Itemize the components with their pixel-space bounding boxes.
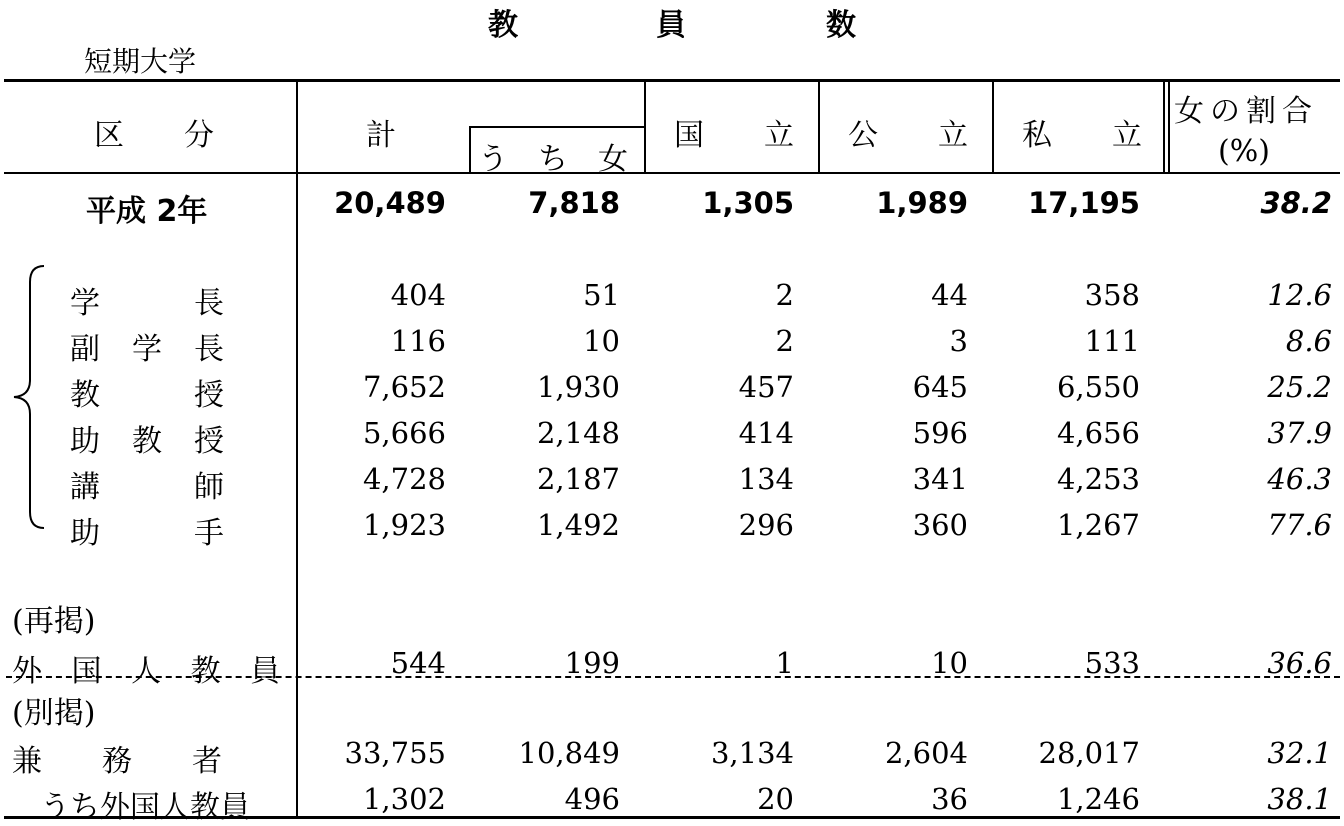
position-row-5-national: 296 bbox=[738, 508, 794, 542]
position-row-5-female: 1,492 bbox=[536, 508, 620, 542]
position-row-1-public: 3 bbox=[949, 324, 968, 358]
subtitle: 短期大学 bbox=[84, 45, 197, 78]
header-female: う ち 女 bbox=[478, 142, 628, 177]
summary-row-total: 20,489 bbox=[334, 186, 446, 220]
summary-row-female: 7,818 bbox=[528, 186, 620, 220]
position-row-3-ratio: 37.9 bbox=[1267, 416, 1332, 450]
position-row-4-private: 4,253 bbox=[1056, 462, 1140, 496]
position-row-1-female: 10 bbox=[583, 324, 620, 358]
brace-icon bbox=[8, 262, 48, 532]
category-column-divider bbox=[296, 80, 298, 818]
concurrent-row-label: 兼 務 者 bbox=[12, 744, 222, 779]
position-row-5-ratio: 77.6 bbox=[1267, 508, 1332, 542]
header-private: 私 立 bbox=[1022, 118, 1142, 153]
header-total: 計 bbox=[366, 118, 396, 153]
table-top-border bbox=[4, 79, 1340, 82]
position-row-5-label: 助 手 bbox=[70, 516, 225, 551]
foreign-row-label: 外 国 人 教 員 bbox=[12, 654, 291, 689]
concurrent-foreign-row-national: 20 bbox=[757, 782, 794, 816]
header-bottom-border bbox=[4, 172, 1340, 174]
concurrent-row-total: 33,755 bbox=[344, 736, 446, 770]
position-row-1-ratio: 8.6 bbox=[1285, 324, 1332, 358]
title-char-3: 数 bbox=[826, 8, 856, 43]
header-ratio-line2: (%) bbox=[1218, 134, 1270, 169]
concurrent-foreign-row-total: 1,302 bbox=[362, 782, 446, 816]
position-row-3-national: 414 bbox=[738, 416, 794, 450]
header-public: 公 立 bbox=[848, 118, 968, 153]
concurrent-row-private: 28,017 bbox=[1038, 736, 1140, 770]
concurrent-row-female: 10,849 bbox=[518, 736, 620, 770]
position-row-3-private: 4,656 bbox=[1056, 416, 1140, 450]
title-char-2: 員 bbox=[656, 8, 686, 43]
header-divider-3 bbox=[992, 80, 994, 173]
position-row-0-total: 404 bbox=[390, 278, 446, 312]
foreign-row-national: 1 bbox=[775, 646, 794, 680]
concurrent-row-national: 3,134 bbox=[710, 736, 794, 770]
position-row-3-label: 助 教 授 bbox=[70, 424, 225, 459]
position-row-4-female: 2,187 bbox=[536, 462, 620, 496]
summary-row-label: 平成 2年 bbox=[86, 194, 208, 229]
summary-row-national: 1,305 bbox=[702, 186, 794, 220]
position-row-2-public: 645 bbox=[912, 370, 968, 404]
concurrent-foreign-row-female: 496 bbox=[564, 782, 620, 816]
position-row-5-total: 1,923 bbox=[362, 508, 446, 542]
position-row-0-national: 2 bbox=[775, 278, 794, 312]
position-row-4-label: 講 師 bbox=[70, 470, 225, 505]
position-row-3-public: 596 bbox=[912, 416, 968, 450]
foreign-row-ratio: 36.6 bbox=[1267, 646, 1332, 680]
position-row-4-public: 341 bbox=[912, 462, 968, 496]
header-divider-2 bbox=[818, 80, 820, 173]
foreign-row-female: 199 bbox=[564, 646, 620, 680]
female-box-left bbox=[469, 126, 471, 173]
position-row-2-total: 7,652 bbox=[362, 370, 446, 404]
concurrent-row-ratio: 32.1 bbox=[1267, 736, 1332, 770]
position-row-3-female: 2,148 bbox=[536, 416, 620, 450]
concurrent-row-public: 2,604 bbox=[884, 736, 968, 770]
position-row-0-female: 51 bbox=[583, 278, 620, 312]
position-row-2-private: 6,550 bbox=[1056, 370, 1140, 404]
position-row-2-label: 教 授 bbox=[70, 378, 225, 413]
separate-note: (別掲) bbox=[12, 696, 96, 731]
position-row-3-total: 5,666 bbox=[362, 416, 446, 450]
summary-row-public: 1,989 bbox=[876, 186, 968, 220]
position-row-1-total: 116 bbox=[390, 324, 446, 358]
position-row-0-label: 学 長 bbox=[70, 286, 225, 321]
foreign-row-public: 10 bbox=[931, 646, 968, 680]
reprint-note: (再掲) bbox=[12, 604, 96, 639]
foreign-row-private: 533 bbox=[1084, 646, 1140, 680]
female-box-top bbox=[469, 126, 645, 128]
summary-row-private: 17,195 bbox=[1028, 186, 1140, 220]
header-ratio-line1: 女の割合 bbox=[1174, 94, 1318, 129]
position-row-2-ratio: 25.2 bbox=[1267, 370, 1332, 404]
title-char-1: 教 bbox=[488, 8, 518, 43]
position-row-5-public: 360 bbox=[912, 508, 968, 542]
concurrent-foreign-row-public: 36 bbox=[931, 782, 968, 816]
position-row-4-national: 134 bbox=[738, 462, 794, 496]
position-row-4-total: 4,728 bbox=[362, 462, 446, 496]
header-national: 国 立 bbox=[674, 118, 794, 153]
header-category: 区 分 bbox=[94, 118, 214, 153]
position-row-5-private: 1,267 bbox=[1056, 508, 1140, 542]
concurrent-foreign-row-label: うち外国人教員 bbox=[40, 790, 250, 825]
header-double-divider-a bbox=[1163, 80, 1165, 173]
position-row-0-private: 358 bbox=[1084, 278, 1140, 312]
position-row-4-ratio: 46.3 bbox=[1267, 462, 1332, 496]
concurrent-foreign-row-ratio: 38.1 bbox=[1267, 782, 1332, 816]
position-row-0-public: 44 bbox=[931, 278, 968, 312]
position-row-0-ratio: 12.6 bbox=[1267, 278, 1332, 312]
summary-row-ratio: 38.2 bbox=[1260, 186, 1332, 220]
position-row-1-label: 副 学 長 bbox=[70, 332, 225, 367]
position-row-1-national: 2 bbox=[775, 324, 794, 358]
position-row-2-female: 1,930 bbox=[536, 370, 620, 404]
position-row-1-private: 111 bbox=[1084, 324, 1140, 358]
concurrent-foreign-row-private: 1,246 bbox=[1056, 782, 1140, 816]
position-row-2-national: 457 bbox=[738, 370, 794, 404]
foreign-row-total: 544 bbox=[390, 646, 446, 680]
header-double-divider-b bbox=[1168, 80, 1170, 173]
